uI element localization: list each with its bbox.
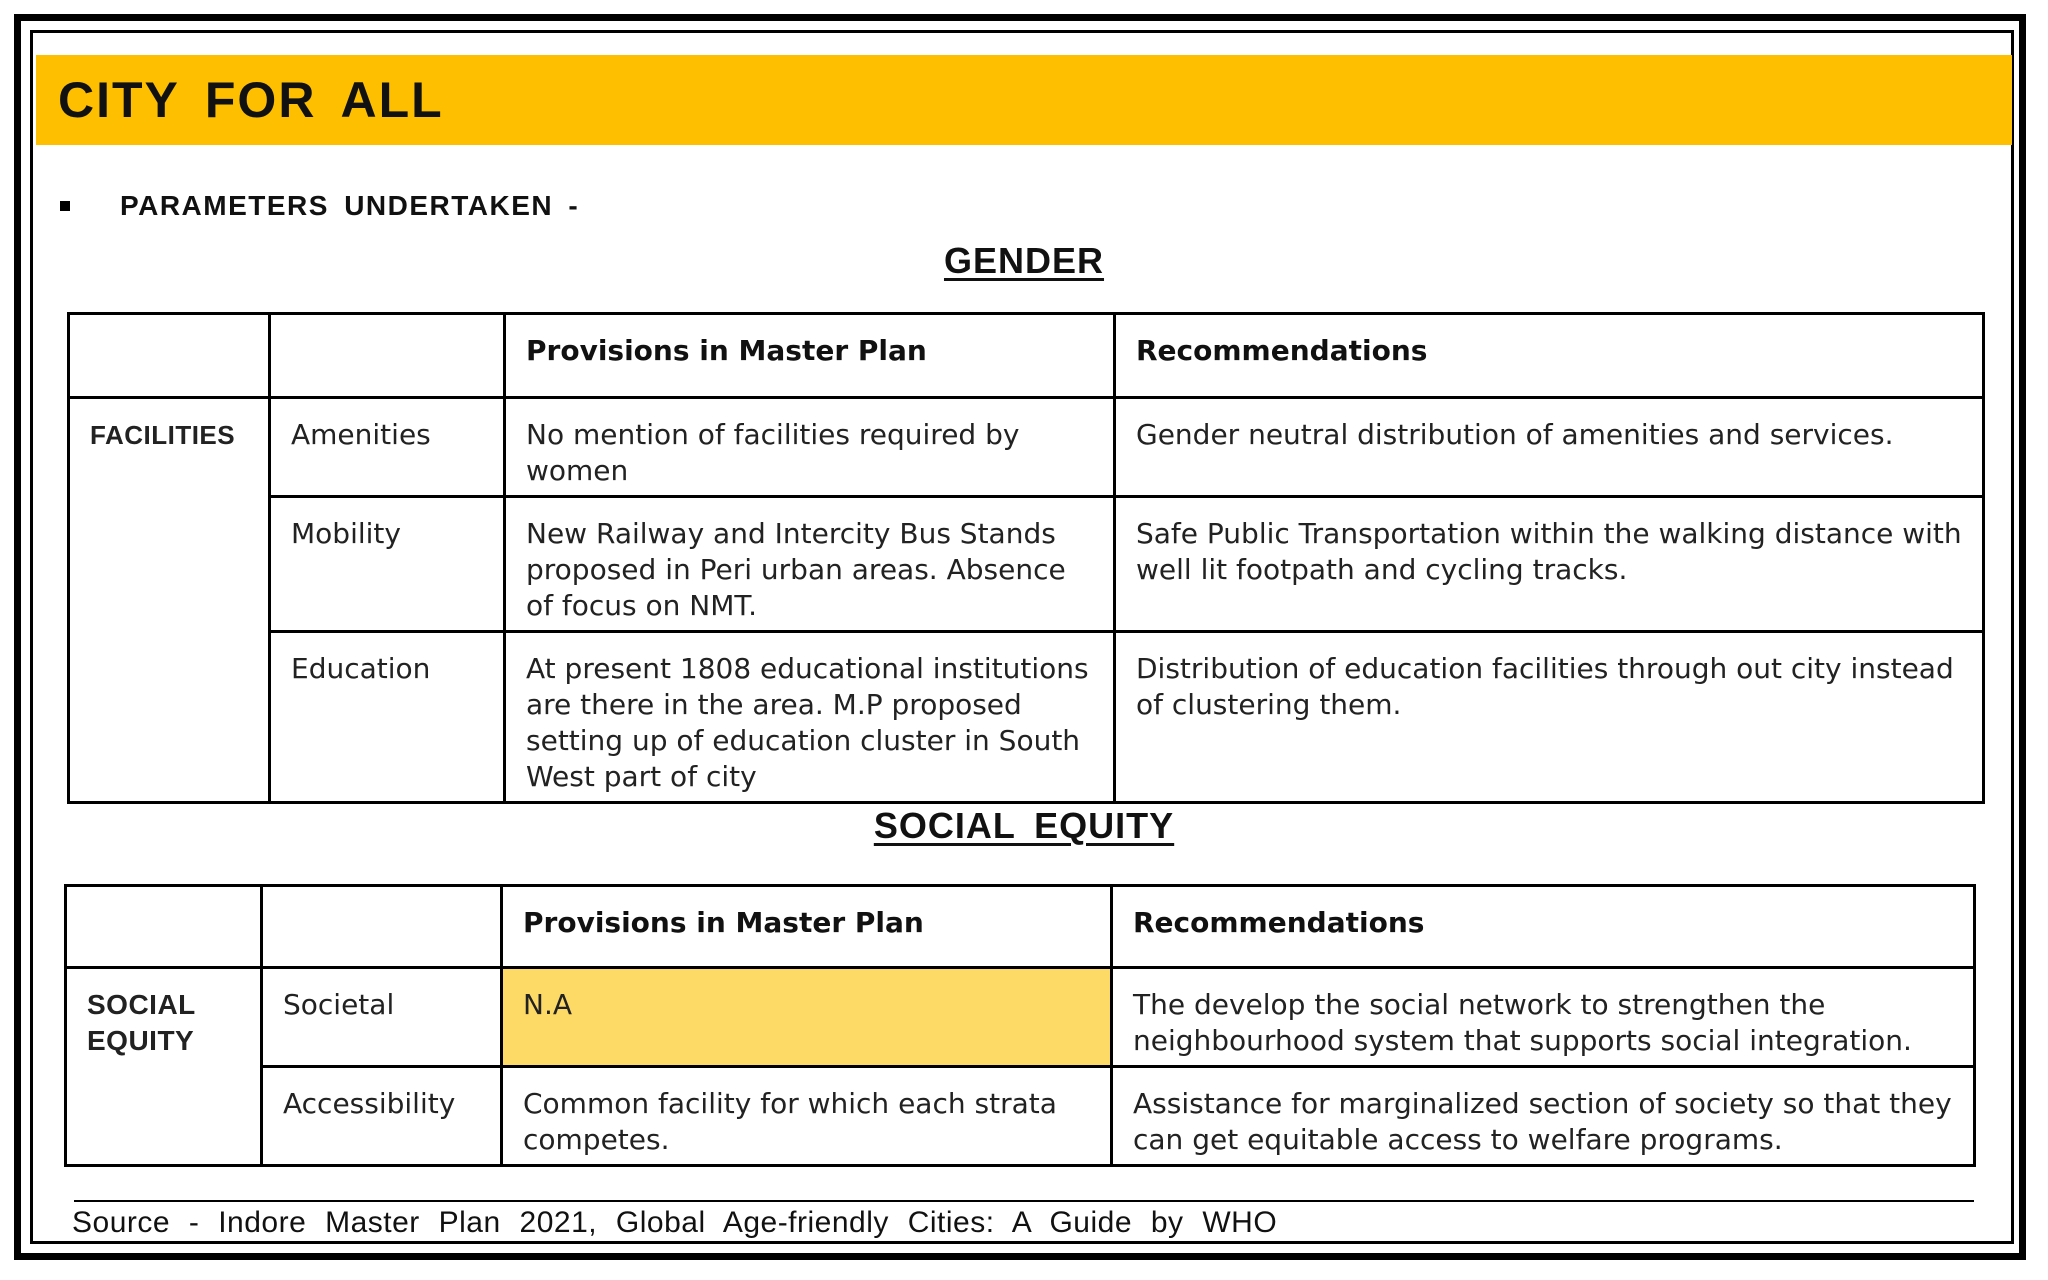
recommendation-cell: Gender neutral distribution of amenities and services. — [1115, 398, 1984, 497]
parameter-cell: Societal — [262, 968, 502, 1067]
provision-cell: No mention of facilities required by women — [505, 398, 1115, 497]
table-row — [69, 497, 1984, 632]
recommendation-cell: Safe Public Transportation within the walking distance with well lit footpath and cycling tracks. — [1115, 497, 1984, 632]
header-cell-blank-2 — [270, 314, 505, 398]
source-divider — [74, 1200, 1974, 1202]
table-row — [69, 398, 1984, 497]
page-title: CITY FOR ALL — [58, 72, 444, 128]
recommendation-cell: Assistance for marginalized section of society so that they can get equitable access to welfare programs. — [1112, 1067, 1975, 1166]
social-equity-heading: SOCIAL EQUITY — [873, 805, 1175, 846]
title-banner — [36, 55, 2012, 145]
header-cell-blank-1 — [66, 886, 262, 968]
table-row — [69, 632, 1984, 803]
header-cell-blank-1 — [69, 314, 270, 398]
header-recommendations: Recommendations — [1112, 886, 1975, 968]
header-provisions: Provisions in Master Plan — [502, 886, 1112, 968]
parameters-label: PARAMETERS UNDERTAKEN - — [120, 190, 580, 221]
header-recommendations: Recommendations — [1115, 314, 1984, 398]
parameter-cell: Mobility — [270, 497, 505, 632]
table-header-row — [69, 314, 1984, 398]
social-equity-table — [64, 884, 1976, 1167]
provision-cell: New Railway and Intercity Bus Stands proposed in Peri urban areas. Absence of focus on NMT. — [505, 497, 1115, 632]
recommendation-cell: Distribution of education facilities through out city instead of clustering them. — [1115, 632, 1984, 803]
parameter-cell: Accessibility — [262, 1067, 502, 1166]
header-cell-blank-2 — [262, 886, 502, 968]
table-row — [66, 968, 1975, 1067]
header-provisions: Provisions in Master Plan — [505, 314, 1115, 398]
provision-cell-highlighted: N.A — [502, 968, 1112, 1067]
provision-cell: Common facility for which each strata competes. — [502, 1067, 1112, 1166]
recommendation-cell: The develop the social network to strengthen the neighbourhood system that supports social integration. — [1112, 968, 1975, 1067]
group-label-facilities: FACILITIES — [69, 398, 270, 803]
table-header-row — [66, 886, 1975, 968]
source-citation: Source - Indore Master Plan 2021, Global Age-friendly Cities: A Guide by WHO — [72, 1206, 1278, 1239]
gender-table — [67, 312, 1985, 804]
parameters-line — [60, 190, 579, 222]
parameter-cell: Amenities — [270, 398, 505, 497]
square-bullet-icon — [60, 201, 70, 211]
parameter-cell: Education — [270, 632, 505, 803]
gender-heading: GENDER — [943, 240, 1105, 281]
table-row — [66, 1067, 1975, 1166]
provision-cell: At present 1808 educational institutions are there in the area. M.P proposed setting up of education cluster in South West part of city — [505, 632, 1115, 803]
group-label-social-equity: SOCIAL EQUITY — [66, 968, 262, 1166]
